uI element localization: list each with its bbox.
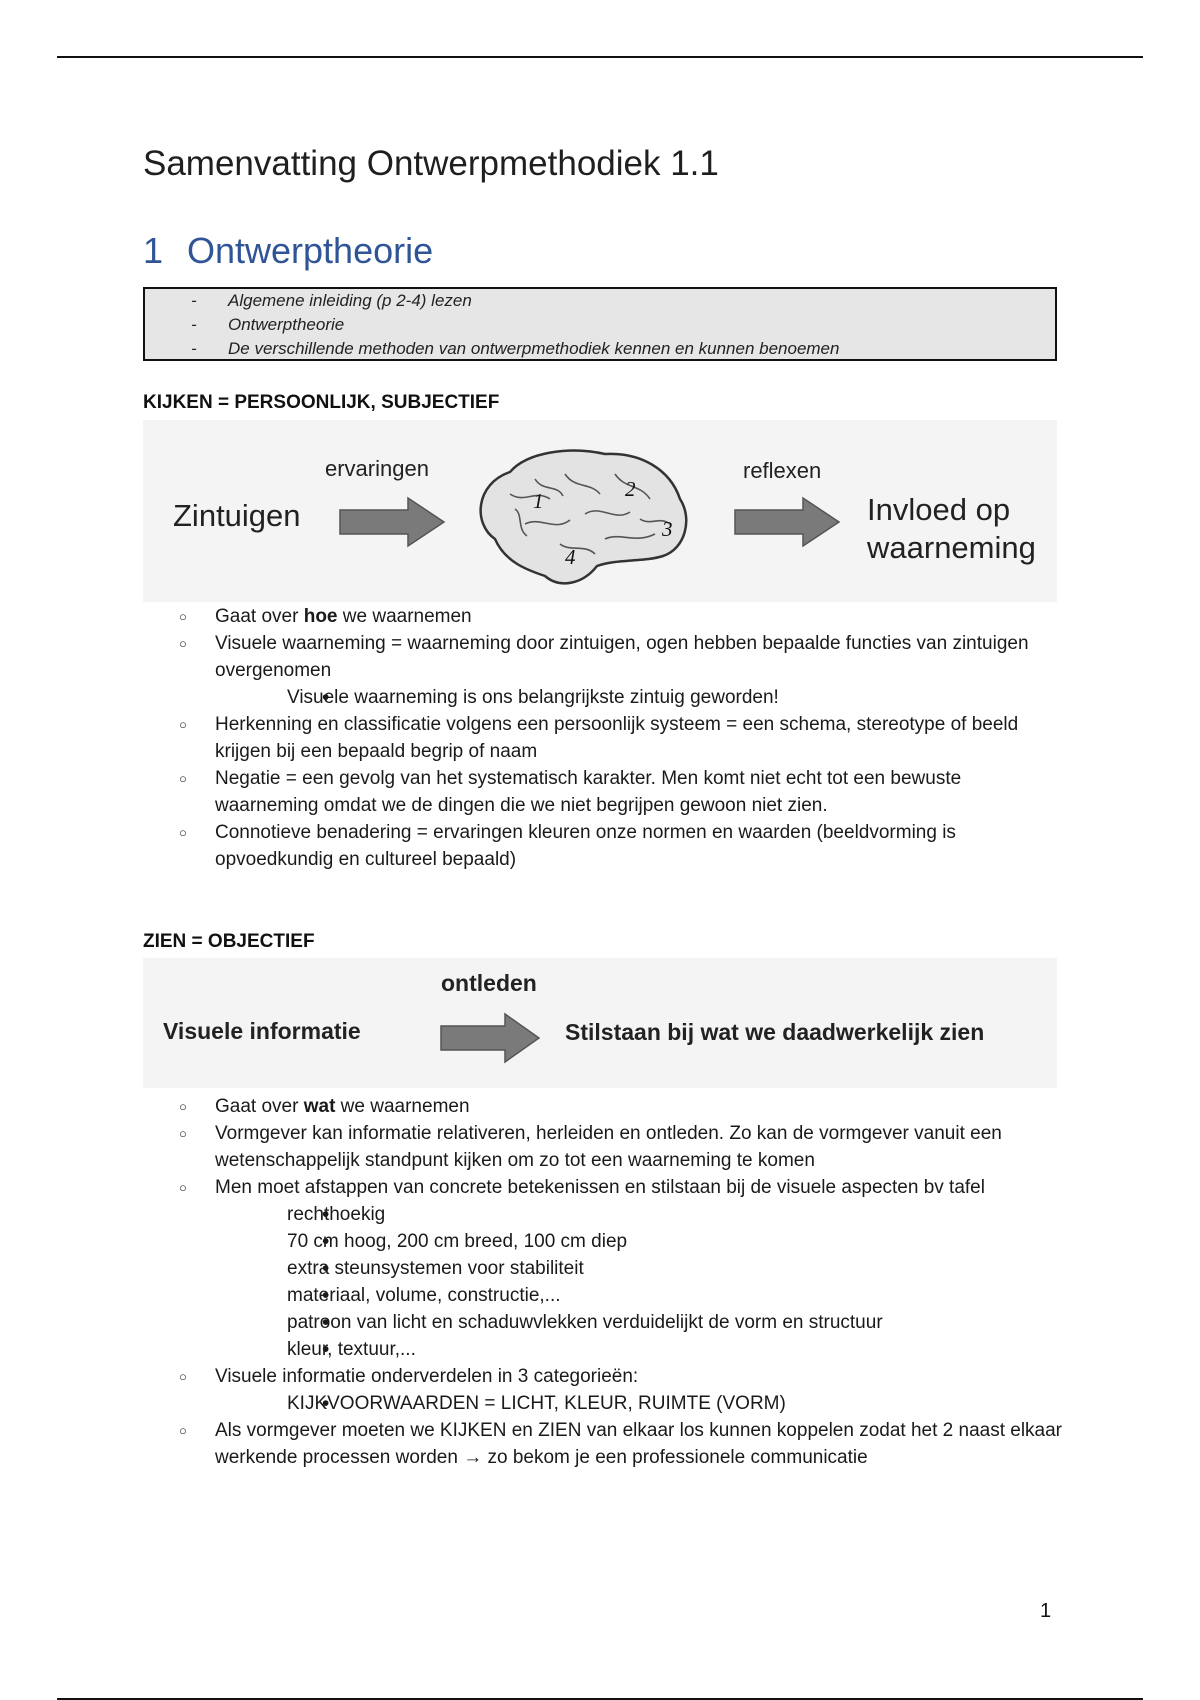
section-title: Ontwerptheorie <box>187 230 434 271</box>
diagram-label-invloed: Invloed op <box>867 492 1011 527</box>
right-arrow-icon <box>338 496 448 548</box>
sub-list-item: • kleur, textuur,... <box>215 1336 1063 1363</box>
sub-list-item: • patroon van licht en schaduwvlekken verduidelijkt de vorm en structuur <box>215 1309 1063 1336</box>
diagram-label-waarneming: waarneming <box>867 530 1036 565</box>
list-item: ○ Gaat over hoe we waarnemen <box>143 603 1063 630</box>
sub-list <box>215 1390 1063 1417</box>
sub-list <box>215 1201 1063 1363</box>
right-arrow-icon <box>733 496 843 548</box>
zien-bullet-list <box>143 1093 1063 1471</box>
list-item: ○ Visuele waarneming = waarneming door zintuigen, ogen hebben bepaalde functies van zintuigen overgenomen • Visuele waarneming is ons belangrijkste zintuig geworden! <box>143 630 1063 711</box>
kijken-bullet-list <box>143 603 1063 873</box>
diagram-label-stilstaan: Stilstaan bij wat we daadwerkelijk zien <box>565 1019 985 1045</box>
section-heading <box>143 230 433 272</box>
dash-bullet: - <box>191 339 197 358</box>
brain-label-1: 1 <box>533 489 544 513</box>
sub-list <box>215 684 1063 711</box>
sub-list-item: • 70 cm hoog, 200 cm breed, 100 cm diep <box>215 1228 1063 1255</box>
bold-keyword: hoe <box>303 606 338 627</box>
brain-label-2: 2 <box>625 477 636 501</box>
brain-label-4: 4 <box>565 545 576 569</box>
document-title: Samenvatting Ontwerpmethodiek 1.1 <box>143 144 719 183</box>
sub-list-item: • KIJKVOORWAARDEN = LICHT, KLEUR, RUIMTE (VORM) <box>215 1390 1063 1417</box>
diagram-label-ontleden: ontleden <box>441 970 537 996</box>
sub-list-item: • Visuele waarneming is ons belangrijkste zintuig geworden! <box>215 684 1063 711</box>
diagram-label-visuele-informatie: Visuele informatie <box>163 1018 361 1044</box>
learning-objectives-box: - Algemene inleiding (p 2-4) lezen - Ontwerptheorie - De verschillende methoden van ontwerpmethodiek kennen en kunnen benoemen <box>143 287 1057 361</box>
dash-bullet: - <box>191 315 197 334</box>
sub-list-item: • rechthoekig <box>215 1201 1063 1228</box>
zien-diagram <box>143 958 1057 1088</box>
kijken-heading: KIJKEN = PERSOONLIJK, SUBJECTIEF <box>143 392 500 413</box>
list-item: ○ Men moet afstappen van concrete betekenissen en stilstaan bij de visuele aspecten bv tafel • rechthoekig • 70 cm hoog, 200 cm breed, 100 cm diep • extra steunsystemen voor stabiliteit • materiaal, volume, constructie,... • patroon van licht en schaduwvlekken verduidelijkt de vorm en structuur • kleur, textuur,... <box>143 1174 1063 1363</box>
list-item: ○ Visuele informatie onderverdelen in 3 categorieën: • KIJKVOORWAARDEN = LICHT, KLEUR, RUIMTE (VORM) <box>143 1363 1063 1417</box>
diagram-label-zintuigen: Zintuigen <box>173 498 301 533</box>
brain-label-3: 3 <box>662 517 673 541</box>
sub-list-item: • extra steunsystemen voor stabiliteit <box>215 1255 1063 1282</box>
list-item: ○ Herkenning en classificatie volgens een persoonlijk systeem = een schema, stereotype of beeld krijgen bij een bepaald begrip of naam <box>143 711 1063 765</box>
list-item: ○ Als vormgever moeten we KIJKEN en ZIEN van elkaar los kunnen koppelen zodat het 2 naast elkaar werkende processen worden → zo bekom je een professionele communicatie <box>143 1417 1063 1471</box>
diagram-label-reflexen: reflexen <box>743 458 822 483</box>
zien-heading: ZIEN = OBJECTIEF <box>143 931 315 952</box>
bold-keyword: wat <box>303 1096 336 1117</box>
diagram-label-ervaringen: ervaringen <box>325 456 429 481</box>
section-number: 1 <box>143 230 164 271</box>
kijken-diagram <box>143 420 1057 602</box>
top-rule <box>57 56 1143 58</box>
list-item: ○ Connotieve benadering = ervaringen kleuren onze normen en waarden (beeldvorming is opvoedkundig en cultureel bepaald) <box>143 819 1063 873</box>
sub-list-item: • materiaal, volume, constructie,... <box>215 1282 1063 1309</box>
list-item: ○ Negatie = een gevolg van het systematisch karakter. Men komt niet echt tot een bewuste waarneming omdat we de dingen die we niet begrijpen gewoon niet zien. <box>143 765 1063 819</box>
dash-bullet: - <box>191 291 197 310</box>
brain-illustration-icon <box>465 444 697 594</box>
list-item: ○ Gaat over wat we waarnemen <box>143 1093 1063 1120</box>
list-item: ○ Vormgever kan informatie relativeren, herleiden en ontleden. Zo kan de vormgever vanuit een wetenschappelijk standpunt kijken om zo tot een waarneming te komen <box>143 1120 1063 1174</box>
page-number: 1 <box>1040 1600 1052 1622</box>
right-arrow-icon <box>439 1012 543 1064</box>
